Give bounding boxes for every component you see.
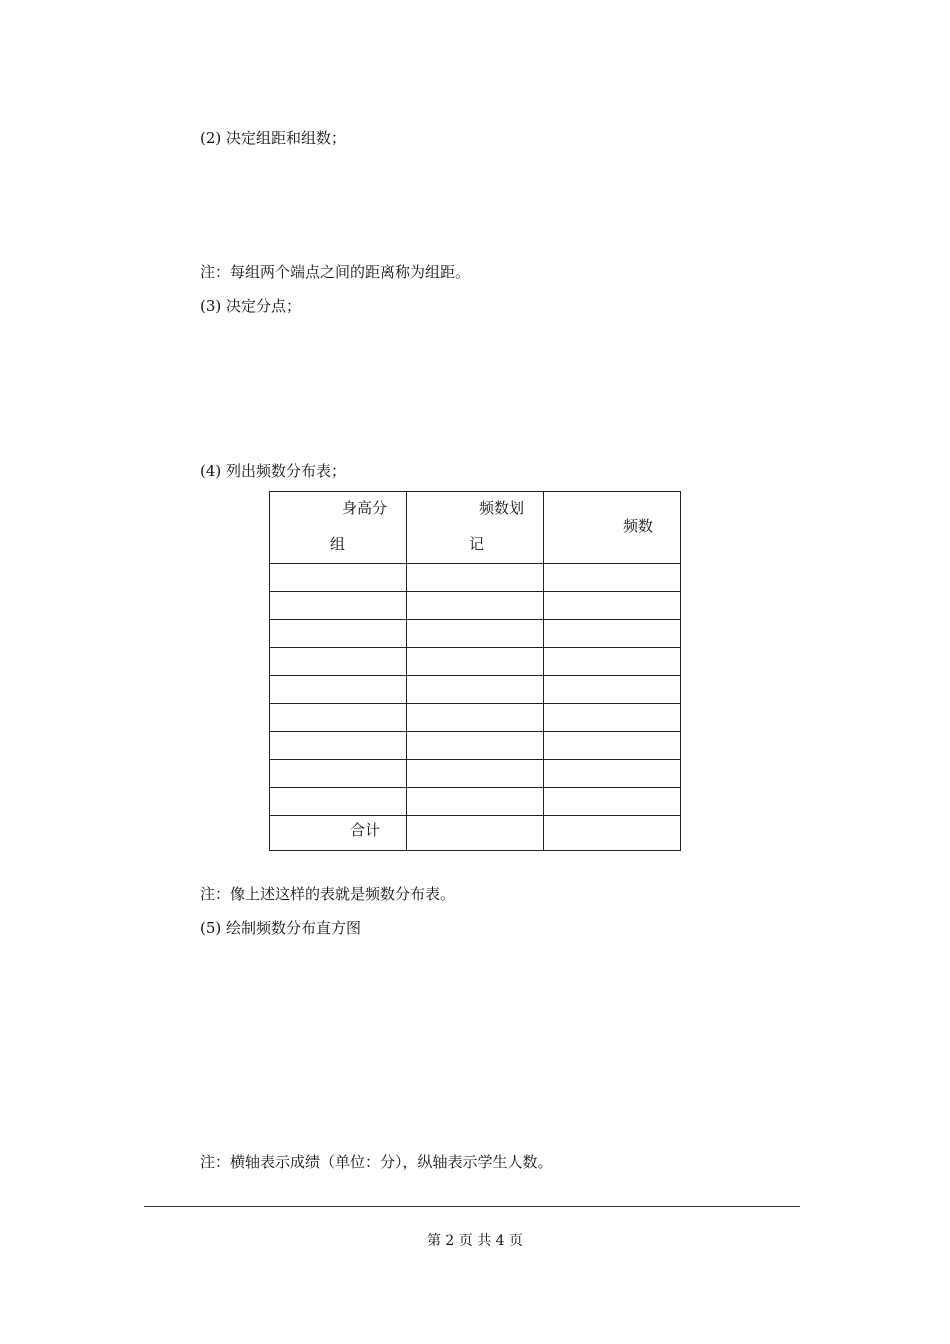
step-3-text: (3) 决定分点； xyxy=(200,297,302,315)
header-height-group-line2: 组 xyxy=(330,535,346,553)
step-2-text: (2) 决定组距和组数； xyxy=(200,129,347,147)
table-cell xyxy=(270,592,407,620)
note-histogram-axes: 注：横轴表示成绩（单位：分），纵轴表示学生人数。 xyxy=(200,1153,553,1171)
table-cell xyxy=(544,760,681,788)
table-row xyxy=(270,732,681,760)
step-5-text: (5) 绘制频数分布直方图 xyxy=(200,919,362,937)
table-cell xyxy=(407,592,544,620)
table-cell xyxy=(544,788,681,816)
table-cell xyxy=(270,732,407,760)
table-row xyxy=(270,760,681,788)
table-cell xyxy=(270,788,407,816)
page-number: 第 2 页 共 4 页 xyxy=(426,1233,524,1249)
table-row xyxy=(270,704,681,732)
header-frequency xyxy=(544,492,681,564)
table-row xyxy=(270,564,681,592)
table-cell xyxy=(270,760,407,788)
table-cell xyxy=(407,788,544,816)
step-4-text: (4) 列出频数分布表； xyxy=(200,462,347,480)
table-row xyxy=(270,676,681,704)
header-height-group xyxy=(270,492,407,564)
table-cell xyxy=(407,732,544,760)
table-cell xyxy=(270,648,407,676)
total-label: 合计 xyxy=(350,821,381,839)
table-cell xyxy=(270,564,407,592)
table-cell xyxy=(407,564,544,592)
total-frequency-cell xyxy=(544,816,681,851)
header-tally-line1: 频数划 xyxy=(479,499,525,517)
table-row xyxy=(270,648,681,676)
table-cell xyxy=(407,676,544,704)
table-cell xyxy=(544,676,681,704)
table-cell xyxy=(544,648,681,676)
table-cell xyxy=(544,732,681,760)
table-cell xyxy=(544,704,681,732)
header-tally-line2: 记 xyxy=(469,535,485,553)
table-cell xyxy=(407,760,544,788)
table-cell xyxy=(270,704,407,732)
header-frequency-label: 频数 xyxy=(623,517,654,535)
header-tally xyxy=(407,492,544,564)
table-row xyxy=(270,592,681,620)
table-cell xyxy=(270,620,407,648)
table-cell xyxy=(544,564,681,592)
total-tally-cell xyxy=(407,816,544,851)
footer-divider xyxy=(144,1206,800,1207)
table-cell xyxy=(544,620,681,648)
header-height-group-line1: 身高分 xyxy=(342,499,388,517)
note-group-interval: 注：每组两个端点之间的距离称为组距。 xyxy=(200,263,471,281)
table-cell xyxy=(270,676,407,704)
table-header-row xyxy=(270,492,681,564)
table-row xyxy=(270,620,681,648)
table-cell xyxy=(407,704,544,732)
table-cell xyxy=(544,592,681,620)
note-table-definition: 注：像上述这样的表就是频数分布表。 xyxy=(200,885,456,903)
table-cell xyxy=(407,620,544,648)
total-label-cell xyxy=(270,816,407,851)
table-total-row xyxy=(270,816,681,851)
frequency-distribution-table xyxy=(269,491,681,851)
table-row xyxy=(270,788,681,816)
table-cell xyxy=(407,648,544,676)
